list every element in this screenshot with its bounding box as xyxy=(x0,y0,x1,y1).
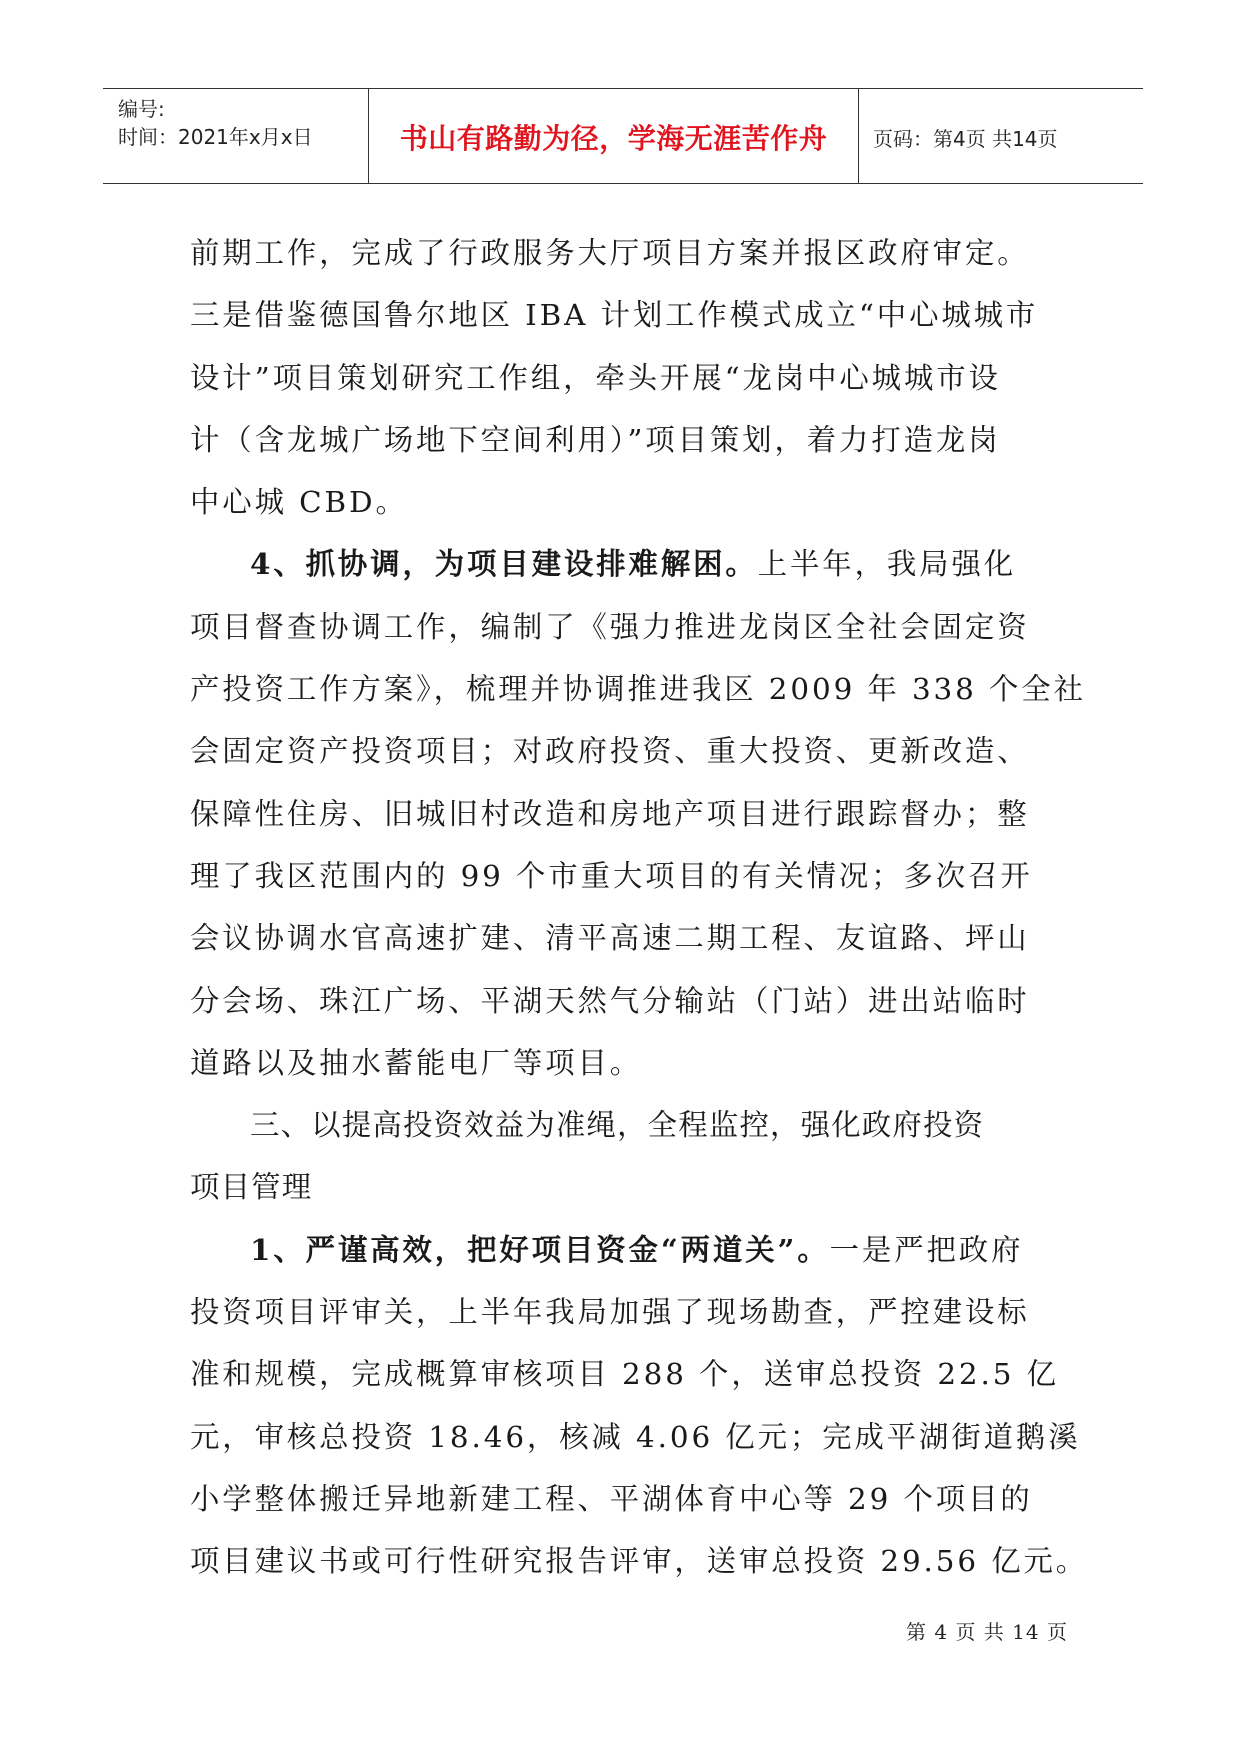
page-header xyxy=(103,88,1143,184)
text-line: 准和规模，完成概算审核项目 288 个，送审总投资 22.5 亿 xyxy=(190,1357,1059,1392)
document-body xyxy=(190,222,1089,1593)
text-line: 项目建议书或可行性研究报告评审，送审总投资 29.56 亿元。 xyxy=(190,1544,1089,1579)
header-page-number: 页码：第4页 共14页 xyxy=(873,126,1058,151)
document-time-label: 时间：2021年x月x日 xyxy=(118,125,313,149)
text-line: 三是借鉴德国鲁尔地区 IBA 计划工作模式成立“中心城城市 xyxy=(190,298,1039,333)
text-line: 投资项目评审关，上半年我局加强了现场勘查，严控建设标 xyxy=(190,1295,1030,1330)
paragraph-4-lead: 上半年，我局强化 xyxy=(757,547,1017,582)
text-line: 前期工作，完成了行政服务大厅项目方案并报区政府审定。 xyxy=(190,236,1030,270)
text-line: 项目督查协调工作，编制了《强力推进龙岗区全社会固定资 xyxy=(190,609,1030,644)
section-3-heading-line-2: 项目管理 xyxy=(190,1170,313,1205)
header-slogan: 书山有路勤为径，学海无涯苦作舟 xyxy=(399,122,828,155)
paragraph-1-first-line xyxy=(190,1219,1070,1281)
text-line: 分会场、珠江广场、平湖天然气分输站（门站）进出站临时 xyxy=(190,983,1030,1018)
text-line: 道路以及抽水蓄能电厂等项目。 xyxy=(190,1045,643,1080)
header-divider-right xyxy=(858,89,859,183)
text-line: 产投资工作方案》，梳理并协调推进我区 2009 年 338 个全社 xyxy=(190,672,1086,707)
page-footer: 第 4 页 共 14 页 xyxy=(906,1620,1068,1644)
text-line: 中心城 CBD。 xyxy=(190,485,408,520)
text-line: 保障性住房、旧城旧村改造和房地产项目进行跟踪督办；整 xyxy=(190,796,1030,831)
document-number-label: 编号: xyxy=(118,97,165,121)
paragraph-4-first-line xyxy=(190,533,1070,595)
text-line: 会固定资产投资项目；对政府投资、重大投资、更新改造、 xyxy=(190,734,1030,769)
paragraph-1-lead: 一是严把政府 xyxy=(829,1232,1024,1267)
text-line: 理了我区范围内的 99 个市重大项目的有关情况；多次召开 xyxy=(190,858,1033,893)
text-line: 小学整体搬迁异地新建工程、平湖体育中心等 29 个项目的 xyxy=(190,1481,1033,1516)
paragraph-1-title: 1、严谨高效，把好项目资金“两道关”。 xyxy=(250,1231,830,1267)
text-line: 计（含龙城广场地下空间利用）”项目策划，着力打造龙岗 xyxy=(190,422,1001,457)
text-line: 设计”项目策划研究工作组，牵头开展“龙岗中心城城市设 xyxy=(190,360,1001,395)
header-meta xyxy=(118,95,313,151)
section-3-heading-line-1: 三、以提高投资效益为准绳，全程监控，强化政府投资 xyxy=(250,1108,985,1143)
text-line: 元，审核总投资 18.46，核减 4.06 亿元；完成平湖街道鹅溪 xyxy=(190,1419,1081,1454)
text-line: 会议协调水官高速扩建、清平高速二期工程、友谊路、坪山 xyxy=(190,921,1030,956)
paragraph-4-title: 4、抓协调，为项目建设排难解困。 xyxy=(250,546,758,582)
